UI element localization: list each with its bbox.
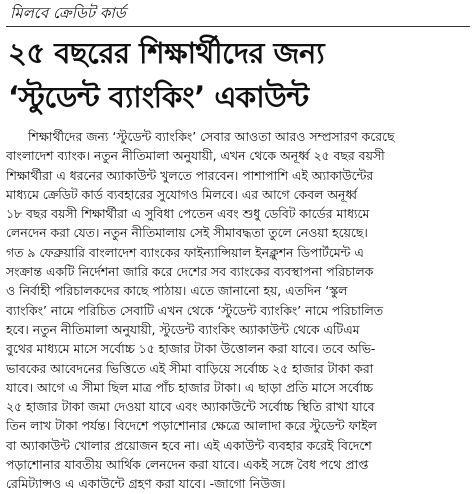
body-line: হবে। নতুন নীতিমালা অনুযায়ী, স্টুডেন্ট ব্যাংকিং অ্যাকাউন্ট থেকে এটিএম xyxy=(6,321,360,337)
body-line: শিক্ষার্থীদের জন্য ‘স্টুডেন্ট ব্যাংকিং’ সেবার আওতা আরও সম্প্রসারণ করেছে xyxy=(28,129,395,144)
body-line: ১৮ বছর বয়সী শিক্ষার্থীরা এ সুবিধা পেতেন এবং শুধু ডেবিট কার্ডের মাধ্যমে xyxy=(6,206,370,222)
body-line: পড়াশোনার যাবতীয় আর্থিক লেনদেন করা যাবে। একই সঙ্গে বৈধ পথে প্রাপ্ত xyxy=(6,457,369,473)
body-line: ২৫ হাজার টাকা জমা দেওয়া যাবে এবং অ্যাকাউন্টে সর্বোচ্চ স্থিতি রাখা যাবে xyxy=(6,399,375,415)
kicker-text: মিলবে ক্রেডিট কার্ড xyxy=(10,4,126,22)
body-line: ও নির্বাহী পরিচালকদের কাছে পাঠায়। এতে জানানো হয়, এতদিন ‘স্কুল xyxy=(6,283,348,299)
body-line: ভাবকের আবেদনের ভিত্তিতে এই সীমা বাড়িয়ে সর্বোচ্চ ২৫ হাজার টাকা করা xyxy=(6,360,374,376)
body-line: মাধ্যমে ক্রেডিট কার্ড ব্যবহারের সুযোগও মিলবে। এর আগে কেবল অনূর্ধ্ব xyxy=(6,186,357,202)
body-line: সংক্রান্ত একটি নির্দেশনা জারি করে দেশের সব ব্যাংকের ব্যবস্থাপনা পরিচালক xyxy=(6,264,374,280)
body-line: গত ৯ ফেব্রুয়ারি বাংলাদেশ ব্যাংকের ফাইন্যান্সিয়াল ইনক্লুশন ডিপার্টমেন্ট এ xyxy=(6,244,364,260)
headline-line-1: ২৫ বছরের শিক্ষার্থীদের জন্য xyxy=(8,36,325,70)
body-line: রেমিট্যান্সও এ একাউন্টে গ্রহণ করা যাবে। -জাগো নিউজ। xyxy=(6,476,286,492)
headline-line-2: ‘স্টুডেন্ট ব্যাংকিং’ একাউন্ট xyxy=(8,80,309,114)
body-line: ব্যাংকিং’ নামে পরিচিত সেবাটি এখন থেকে ‘স্টুডেন্ট ব্যাংকিং’ নামে পরিচালিত xyxy=(6,302,384,318)
body-line: যাবে। আগে এ সীমা ছিল মাত্র পাঁচ হাজার টাকা। এ ছাড়া প্রতি মাসে সর্বোচ্চ xyxy=(6,379,373,395)
body-line: তিন লাখ টাকা পর্যন্ত। বিদেশে পড়াশোনার ক্ষেত্রে আলাদা করে স্টুডেন্ট ফাইল xyxy=(6,418,377,434)
article-body xyxy=(6,127,470,494)
body-line: বুথের মাধ্যমে মাসে সর্বোচ্চ ১৫ হাজার টাকা উত্তোলন করা যাবে। তবে অভি- xyxy=(6,341,376,357)
body-line: বা অ্যাকাউন্ট খোলার প্রয়োজন হবে না। এই একাউন্ট ব্যবহার করেই বিদেশে xyxy=(6,437,372,453)
kicker-divider xyxy=(6,26,470,27)
body-line: লেনদেন করা যেত। নতুন নীতিমালায় সেই সীমাবদ্ধতা তুলে নেওয়া হয়েছে। xyxy=(6,225,368,241)
body-line: বাংলাদেশ ব্যাংক। নতুন নীতিমালা অনুযায়ী, এখন থেকে অনূর্ধ্ব ২৫ বছর বয়সী xyxy=(6,148,385,164)
body-line: শিক্ষার্থীরা এ ধরনের অ্যাকাউন্ট খুলতে পারবেন। পাশাপাশি এই অ্যাকাউন্টের xyxy=(6,167,374,183)
